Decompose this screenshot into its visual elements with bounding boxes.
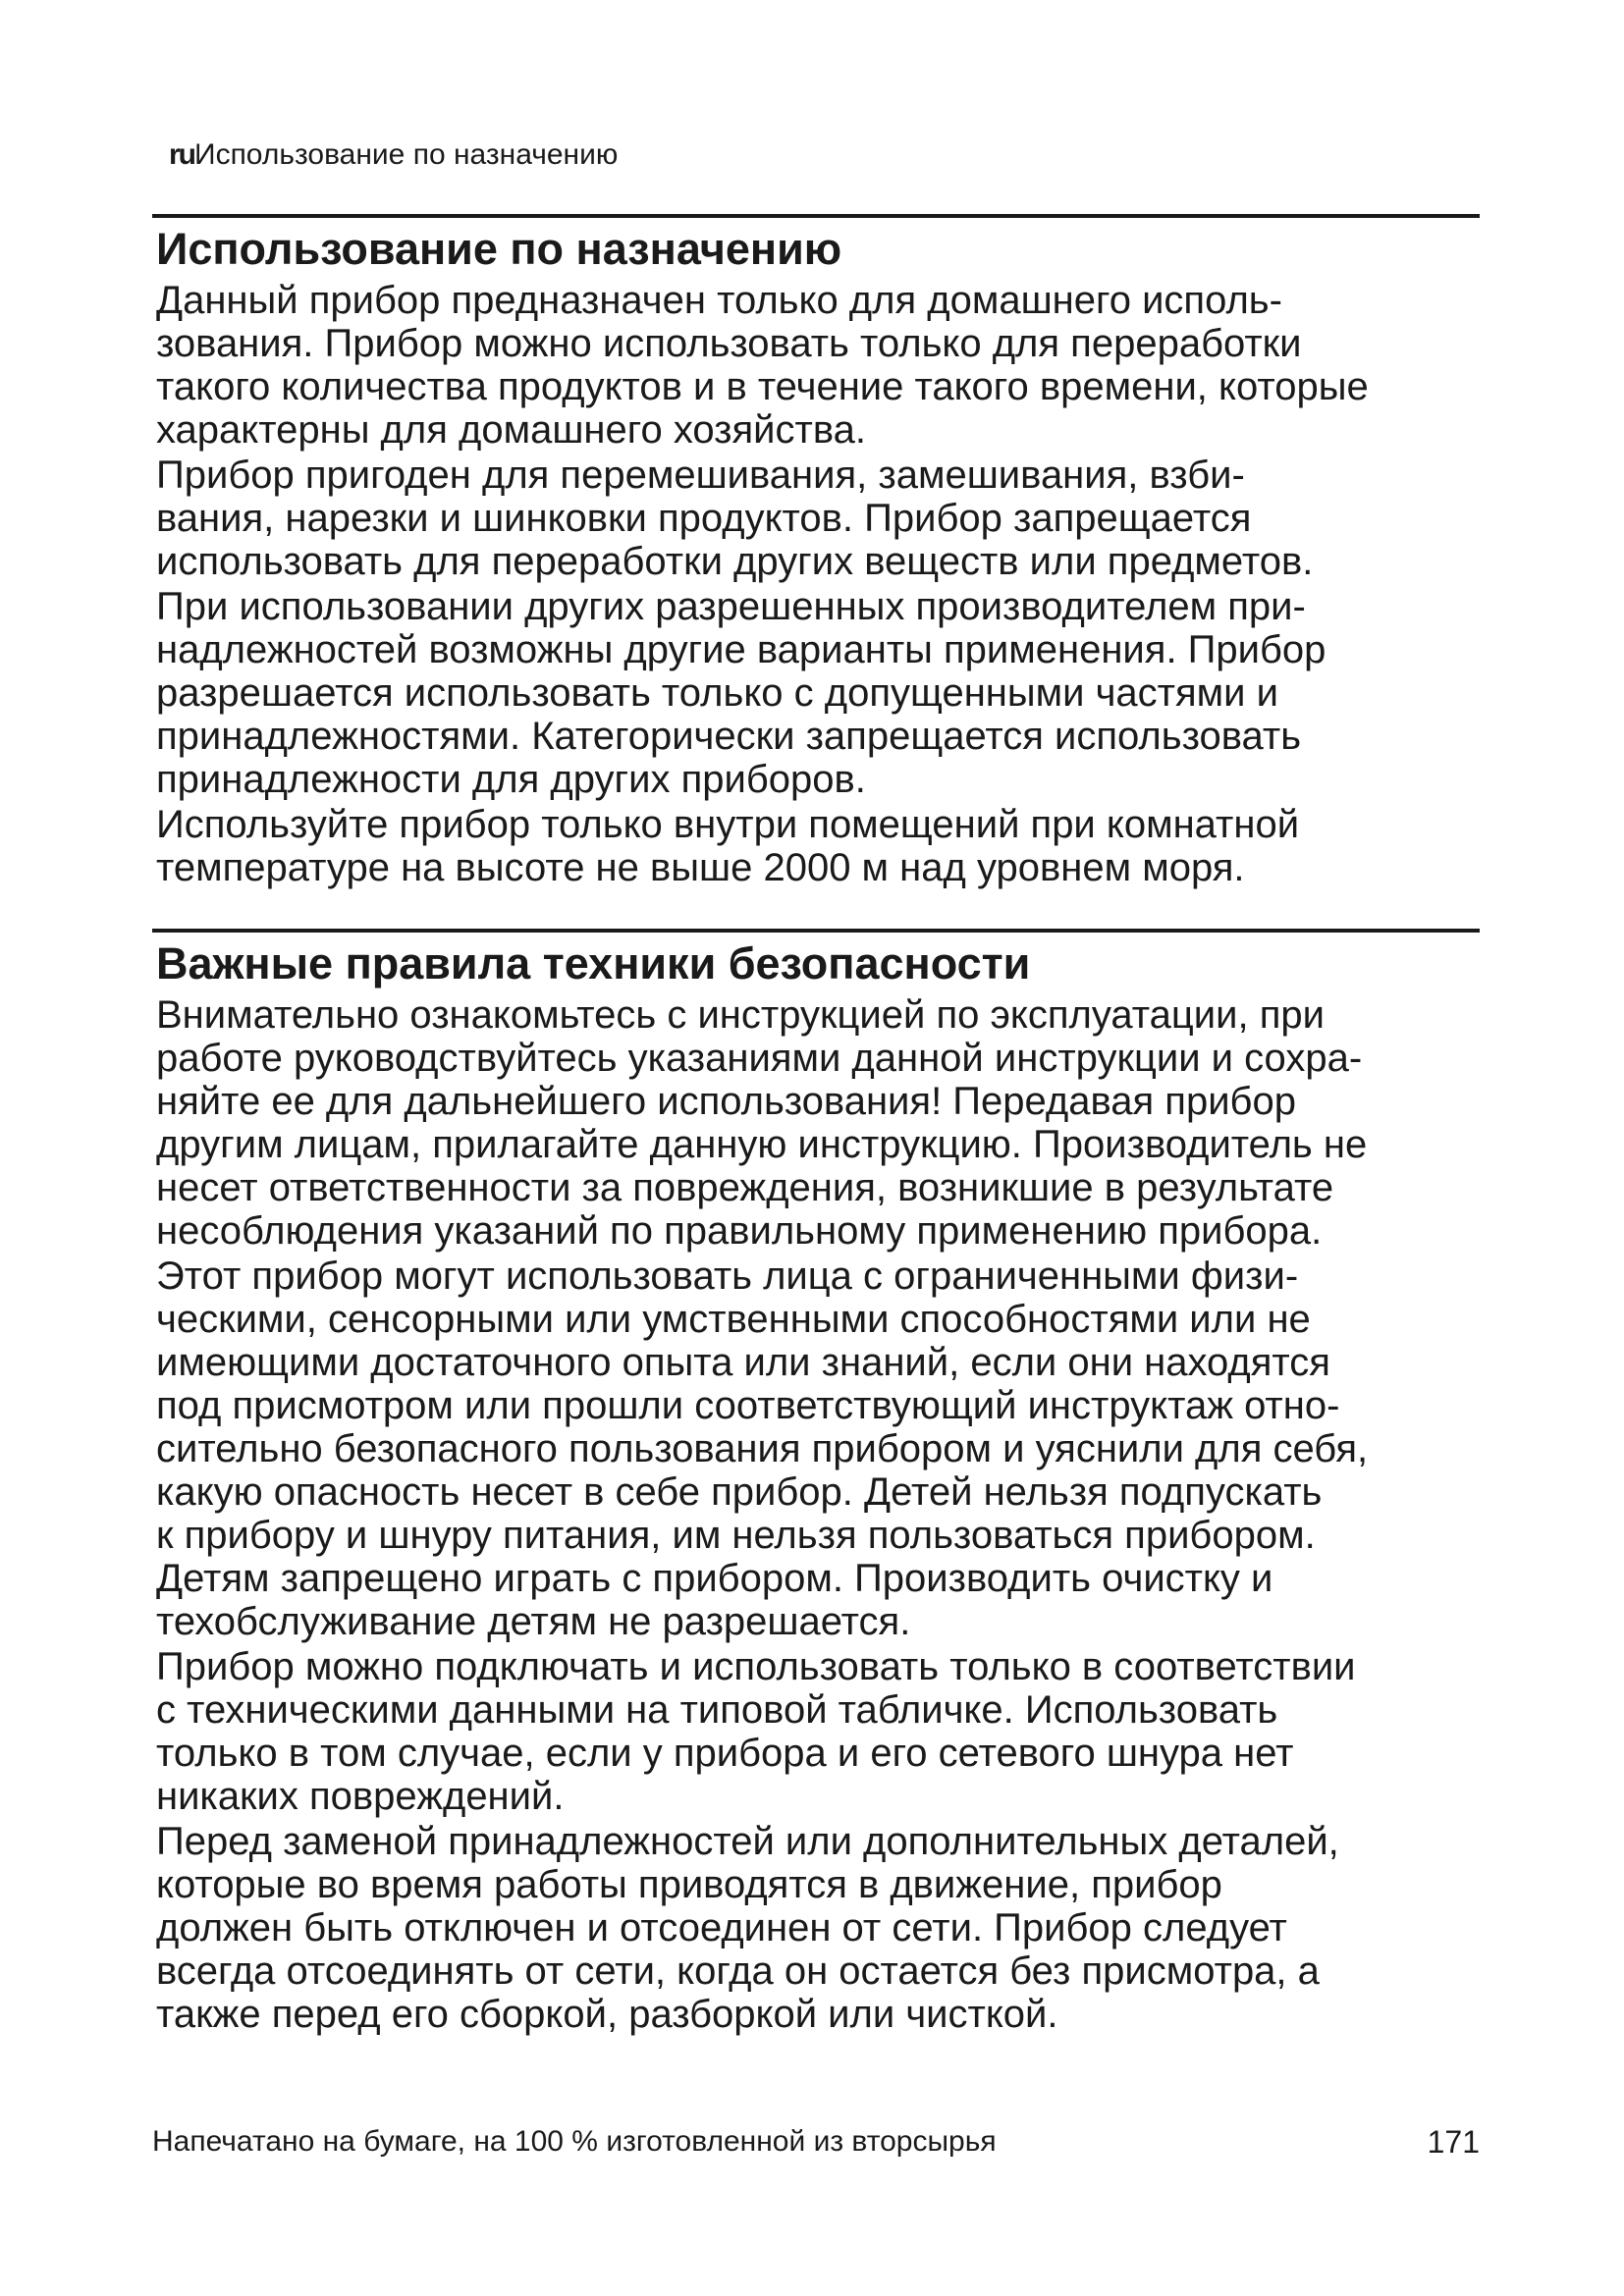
page-number: 171 <box>1427 2124 1480 2160</box>
paragraph: Перед заменой принадлежностей или дополнительных деталей, которые во время работы приводятся в движение, прибор должен быть отключен и отсоединен от сети. Прибор следует всегда отсоединять от сети, когда он остается без присмотра, а также перед его сборкой, разборкой или чисткой. <box>156 1820 1339 2036</box>
paragraph: Прибор пригоден для перемешивания, замешивания, взби- вания, нарезки и шинковки продуктов. Прибор запрещается использовать для переработки других веществ или предметов. <box>156 454 1314 583</box>
section-title-safety-rules: Важные правила техники безопасности <box>156 938 1031 988</box>
main-content <box>152 214 1480 2038</box>
paragraph: Данный прибор предназначен только для домашнего исполь- зования. Прибор можно использовать только для переработки такого количества продуктов и в течение такого времени, которые характерны для домашнего хозяйства. <box>156 279 1369 452</box>
section-title-intended-use: Использование по назначению <box>156 224 842 274</box>
paragraph: Используйте прибор только внутри помещений при комнатной температуре на высоте не выше 2000 м над уровнем моря. <box>156 803 1300 889</box>
footer-note: Напечатано на бумаге, на 100 % изготовленной из вторсырья <box>152 2125 997 2158</box>
header-title: Использование по назначению <box>194 138 619 171</box>
paragraph: Прибор можно подключать и использовать только в соответствии с техническими данными на типовой табличке. Использовать только в том случае, если у прибора и его сетевого шнура нет никаких повреждений. <box>156 1645 1356 1818</box>
paragraph: При использовании других разрешенных производителем при- надлежностей возможны другие варианты применения. Прибор разрешается использовать только с допущенными частями и принадлежностями. Категорически запрещается использовать принадлежности для других приборов. <box>156 585 1326 801</box>
language-code: ru <box>169 138 194 171</box>
paragraph: Этот прибор могут использовать лица с ограниченными физи- ческими, сенсорными или умственными способностями или не имеющими достаточного опыта или знаний, если они находятся под присмотром или прошли соответствующий инструктаж отно- сительно безопасного пользования прибором и уяснили для себя, какую опасность несет в себе прибор. Детей нельзя подпускать к прибору и шнуру питания, им нельзя пользоваться прибором. Детям запрещено играть с прибором. Производить очистку и техобслуживание детям не разрешается. <box>156 1255 1369 1643</box>
section-divider <box>152 929 1480 933</box>
running-header <box>169 137 618 173</box>
paragraph: Внимательно ознакомьтесь с инструкцией по эксплуатации, при работе руководствуйтесь указаниями данной инструкции и сохра- няйте ее для дальнейшего использования! Передавая прибор другим лицам, прилагайте данную инструкцию. Производитель не несет ответственности за повреждения, возникшие в результате несоблюдения указаний по правильному применению прибора. <box>156 993 1368 1253</box>
section-divider <box>152 214 1480 218</box>
